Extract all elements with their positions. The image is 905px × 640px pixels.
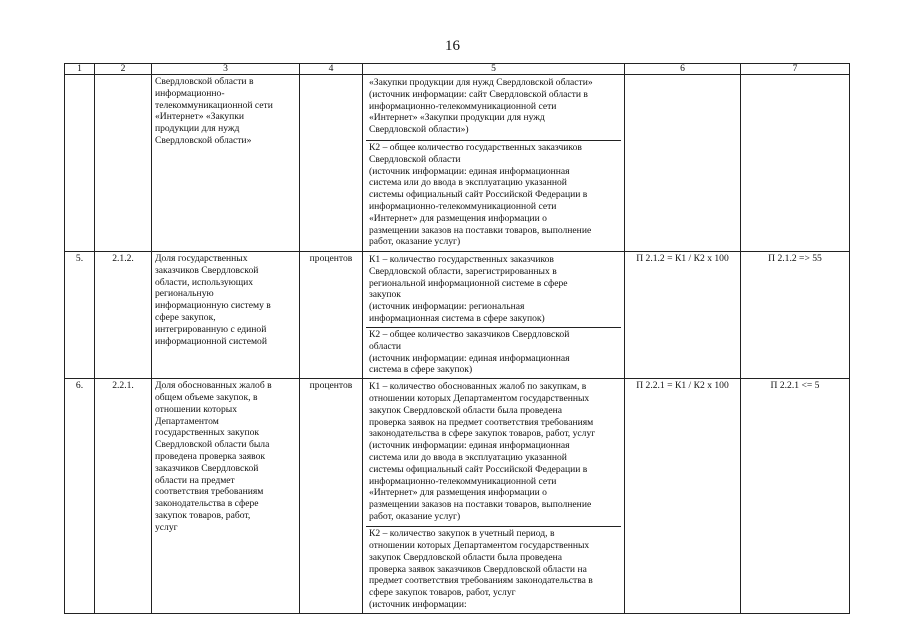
page-number: 16 [445,38,460,54]
column-header: 4 [300,64,363,75]
indicator-code: 2.1.2. [95,252,152,379]
column-header: 1 [65,64,95,75]
indicator-text: Свердловской области в информационно- телекоммуникационной сети «Интернет» «Закупки продукции для нужд Свердловской области» [155,76,273,146]
source-entry: К1 – количество обоснованных жалоб по закупкам, в отношении которых Департаментом государственных закупок Свердловской области была проведена проверка заявок на предмет соответствия требованиям законодательства в сфере закупок товаров, работ, услуг (источник информации: единая информационная система или до ввода в эксплуатацию указанной системы официальный сайт Российской Федерации в информационно-телекоммуникационной сети «Интернет» для размещения информации о размещении заказов на поставки товаров, выполнение работ, оказание услуг) [369,381,596,522]
unit: процентов [300,252,363,379]
row-number: 6. [65,379,95,614]
source-entry: К2 – общее количество государственных заказчиков Свердловской области (источник информации: единая информационная система или до ввода в эксплуатацию указанной системы официальный сайт Российской Федерации в информационно-телекоммуникационной сети «Интернет» для размещения информации о размещении заказов на поставки товаров, выполнение работ, оказание услуг) [366,140,621,249]
formula: П 2.1.2 = К1 / К2 x 100 [625,252,741,379]
column-header: 3 [152,64,300,75]
formula [625,75,741,252]
indicator-table [64,63,850,614]
column-header: 2 [95,64,152,75]
source-entry: К2 – количество закупок в учетный период, в отношении которых Департаментом государственных закупок Свердловской области была проведена проверка заявок заказчиков Свердловской области на предмет соответствия требованиям законодательства в сфере закупок товаров, работ, услуг (источник информации: [366,526,621,612]
row-number [65,75,95,252]
table-row [65,75,850,252]
header-row [65,64,850,75]
indicator-code [95,75,152,252]
indicator-code: 2.2.1. [95,379,152,614]
table-row [65,252,850,379]
source-cell [363,75,625,252]
table-row [65,379,850,614]
indicator-name [152,379,300,614]
indicator-name [152,252,300,379]
source-entry: К2 – общее количество заказчиков Свердловской области (источник информации: единая информационная система в сфере закупок) [366,327,621,377]
unit [300,75,363,252]
source-entry: К1 – количество государственных заказчиков Свердловской области, зарегистрированных в региональной информационной системе в сфере закупок (источник информации: региональная информационная система в сфере закупок) [369,254,568,324]
indicator-name [152,75,300,252]
formula: П 2.2.1 = К1 / К2 x 100 [625,379,741,614]
indicator-text: Доля обоснованных жалоб в общем объеме закупок, в отношении которых Департаментом государственных закупок Свердловской области была проведена проверка заявок заказчиков Свердловской области на предмет соответствия требованиям законодательства в сфере закупок товаров, работ, услуг [155,380,272,533]
column-header: 7 [741,64,850,75]
row-number: 5. [65,252,95,379]
indicator-text: Доля государственных заказчиков Свердловской области, использующих региональную информационную систему в сфере закупок, интегрированную с единой информационной системой [155,253,271,347]
column-header: 5 [363,64,625,75]
target-value: П 2.2.1 <= 5 [741,379,850,614]
source-cell [363,252,625,379]
target-value: П 2.1.2 => 55 [741,252,850,379]
column-header: 6 [625,64,741,75]
source-cell [363,379,625,614]
target-value [741,75,850,252]
source-entry: «Закупки продукции для нужд Свердловской области» (источник информации: сайт Свердловской области в информационно-телекоммуникационной сети «Интернет» «Закупки продукции для нужд Свердловской области») [369,77,593,136]
unit: процентов [300,379,363,614]
